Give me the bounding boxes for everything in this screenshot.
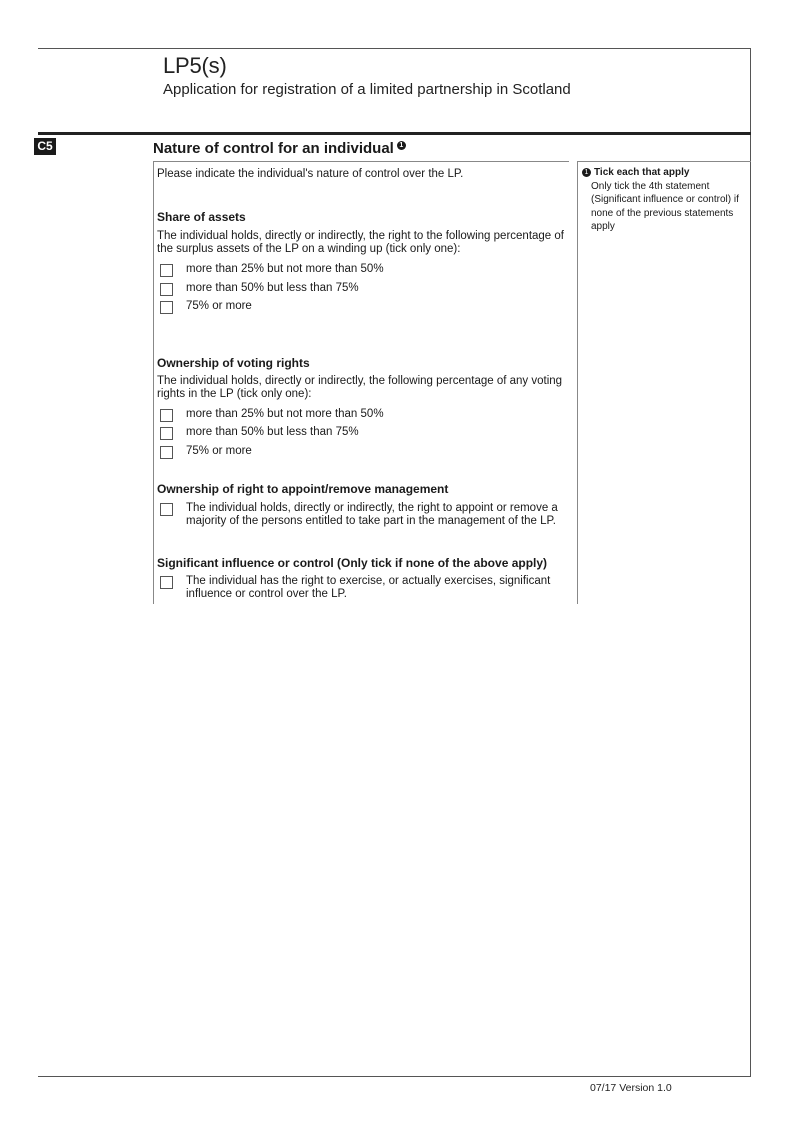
section-title — [153, 140, 406, 157]
voting-25-50-checkbox[interactable] — [160, 409, 173, 422]
main-panel-right-border — [577, 161, 578, 604]
voting-rights-description: The individual holds, directly or indirectly, the following percentage of any voting rights in the LP (tick only one): — [157, 375, 563, 400]
form-code: LP5(s) — [163, 53, 227, 78]
appoint-remove-option — [160, 502, 565, 528]
significant-influence-label: The individual has the right to exercise, or actually exercises, significant influence or control over the LP. — [186, 575, 551, 600]
share-option-1-label: more than 25% but not more than 50% — [186, 263, 384, 275]
voting-option-3 — [160, 445, 565, 459]
side-panel-top-rule — [578, 161, 751, 162]
share-25-50-checkbox[interactable] — [160, 264, 173, 277]
side-note-title: Tick each that apply — [594, 167, 690, 178]
info-icon: 1 — [397, 141, 406, 150]
significant-influence-heading: Significant influence or control (Only tick if none of the above apply) — [157, 556, 548, 570]
share-option-1 — [160, 263, 565, 277]
main-panel-left-border — [153, 161, 154, 604]
significant-influence-checkbox[interactable] — [160, 576, 173, 589]
main-panel-top-rule — [153, 161, 569, 162]
voting-75-plus-checkbox[interactable] — [160, 446, 173, 459]
share-of-assets-description: The individual holds, directly or indirectly, the right to the following percentage of the surplus assets of the LP on a winding up (tick only one): — [157, 230, 564, 255]
section-divider — [38, 132, 751, 135]
section-badge: C5 — [34, 138, 56, 155]
voting-option-2 — [160, 426, 565, 440]
voting-option-2-label: more than 50% but less than 75% — [186, 426, 359, 438]
significant-influence-option — [160, 575, 565, 601]
share-75-plus-checkbox[interactable] — [160, 301, 173, 314]
form-subtitle: Application for registration of a limited partnership in Scotland — [163, 81, 571, 98]
voting-50-75-checkbox[interactable] — [160, 427, 173, 440]
voting-option-1-label: more than 25% but not more than 50% — [186, 408, 384, 420]
voting-option-1 — [160, 408, 565, 422]
appoint-remove-checkbox[interactable] — [160, 503, 173, 516]
top-rule — [38, 48, 751, 49]
voting-option-3-label: 75% or more — [186, 445, 252, 457]
version-label: 07/17 Version 1.0 — [590, 1082, 672, 1094]
share-option-3-label: 75% or more — [186, 300, 252, 312]
share-of-assets-heading: Share of assets — [157, 210, 246, 224]
share-50-75-checkbox[interactable] — [160, 283, 173, 296]
bottom-rule — [38, 1076, 751, 1077]
right-page-rule — [750, 48, 751, 1077]
section-title-text: Nature of control for an individual — [153, 140, 394, 157]
share-option-3 — [160, 300, 565, 314]
side-note — [582, 166, 747, 234]
intro-text: Please indicate the individual's nature of control over the LP. — [157, 168, 464, 180]
appoint-remove-heading: Ownership of right to appoint/remove management — [157, 482, 449, 496]
side-note-body: Only tick the 4th statement (Significant influence or control) if none of the previous statements apply — [591, 180, 739, 232]
share-option-2 — [160, 282, 565, 296]
side-note-header — [582, 166, 747, 180]
info-icon: 1 — [582, 168, 591, 177]
appoint-remove-label: The individual holds, directly or indirectly, the right to appoint or remove a majority of the persons entitled to take part in the management of the LP. — [186, 502, 558, 527]
voting-rights-heading: Ownership of voting rights — [157, 356, 310, 370]
share-option-2-label: more than 50% but less than 75% — [186, 282, 359, 294]
